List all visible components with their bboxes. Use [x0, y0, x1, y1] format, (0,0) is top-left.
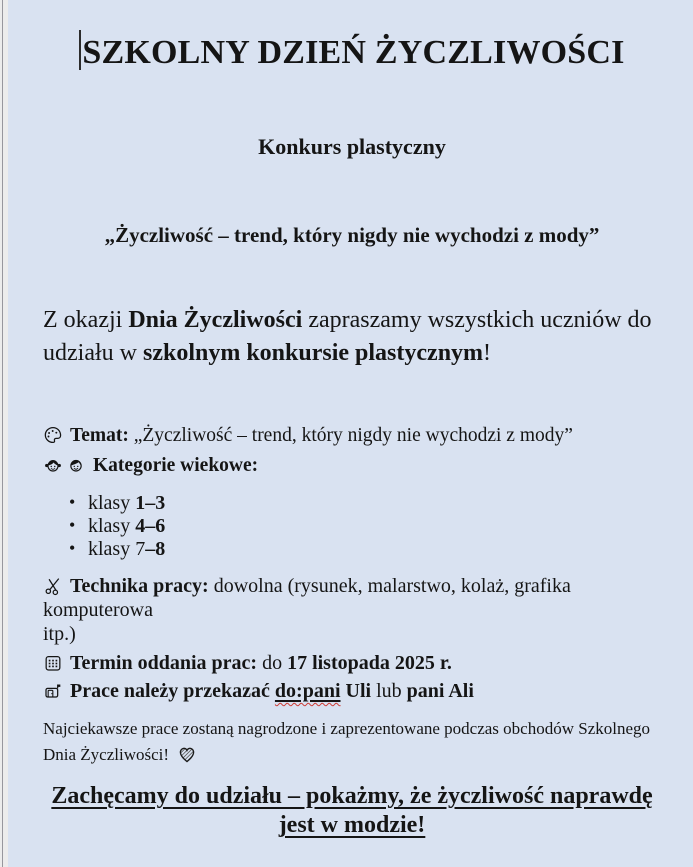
text-run-bold: –8: [145, 538, 166, 560]
intro-paragraph: [43, 304, 661, 370]
hatched-heart-icon: [176, 743, 198, 765]
technique-line: [43, 574, 661, 646]
window-left-edge: [0, 0, 8, 867]
note-paragraph: [43, 716, 661, 768]
call-to-action-text: [51, 783, 652, 838]
scissors-icon: [43, 576, 63, 596]
text-run: klasy: [88, 515, 136, 537]
list-item: [88, 492, 661, 515]
submission-mid: lub: [371, 680, 407, 702]
list-item: [88, 515, 661, 538]
document-title: [43, 30, 661, 72]
calendar-icon: [43, 653, 63, 673]
title-text: SZKOLNY DZIEŃ ŻYCZLIWOŚCI: [82, 34, 625, 71]
text-run: klasy: [88, 492, 136, 514]
misspelled-word: [275, 680, 341, 702]
text-run-bold: 4–6: [135, 515, 166, 537]
text-run: zapraszamy wszystkich uczniów do: [302, 307, 652, 333]
deadline-label: Termin oddania prac:: [70, 652, 258, 674]
topic-line: [43, 422, 661, 449]
call-to-action: [43, 782, 661, 840]
text-run-bold: Dnia Życzliwości: [128, 307, 303, 333]
text-run: klasy 7: [88, 538, 146, 560]
note-line-2: Dnia Życzliwości!: [43, 745, 170, 764]
topic-text: „Życzliwość – trend, który nigdy nie wychodzi z mody”: [128, 425, 573, 446]
document-content: [8, 30, 693, 840]
mailbox-icon: [43, 681, 63, 701]
submission-lead: Prace należy przekazać: [70, 680, 275, 702]
deadline-date: 17 listopada 2025 r.: [287, 652, 452, 674]
document-page[interactable]: [8, 0, 693, 867]
artist-palette-icon: [43, 425, 63, 445]
text-run-bold: szkolnym konkursie plastycznym: [142, 340, 484, 366]
text-run: udziału w: [43, 340, 143, 366]
deadline-line: [43, 650, 661, 676]
submission-name-2: pani Ali: [406, 680, 474, 702]
technique-text: dowolna (rysunek, malarstwo, kolaż, grafika komputerowa: [43, 575, 571, 621]
topic-label: Temat:: [70, 425, 129, 446]
deadline-connector: do: [257, 652, 288, 674]
window-edge-line: [2, 0, 3, 867]
girl-face-icon: [43, 455, 63, 475]
cta-line-2: jest w modzie!: [278, 812, 426, 838]
categories-label: Kategorie wiekowe:: [93, 455, 259, 476]
contest-motto: „Życzliwość – trend, który nigdy nie wychodzi z mody”: [104, 223, 600, 247]
contest-subtitle: Konkurs plastyczny: [258, 134, 446, 159]
misspelled-word-text: do:pani: [274, 680, 341, 702]
text-run: Z okazji: [43, 307, 129, 333]
categories-line: [43, 452, 661, 479]
age-group-list: [43, 492, 661, 561]
technique-text-wrap: itp.): [43, 623, 76, 645]
list-item: [88, 538, 661, 561]
submission-name-1: Uli: [340, 680, 372, 702]
boy-face-icon: [66, 455, 86, 475]
note-line-1: Najciekawsze prace zostaną nagrodzone i zaprezentowane podczas obchodów Szkolnego: [43, 719, 651, 738]
text-run-bold: 1–3: [135, 492, 166, 514]
text-run: !: [483, 340, 492, 366]
cta-line-1: Zachęcamy do udziału – pokażmy, że życzliwość naprawdę: [51, 783, 653, 809]
technique-label: Technika pracy:: [70, 575, 209, 597]
submission-line: [43, 678, 661, 704]
